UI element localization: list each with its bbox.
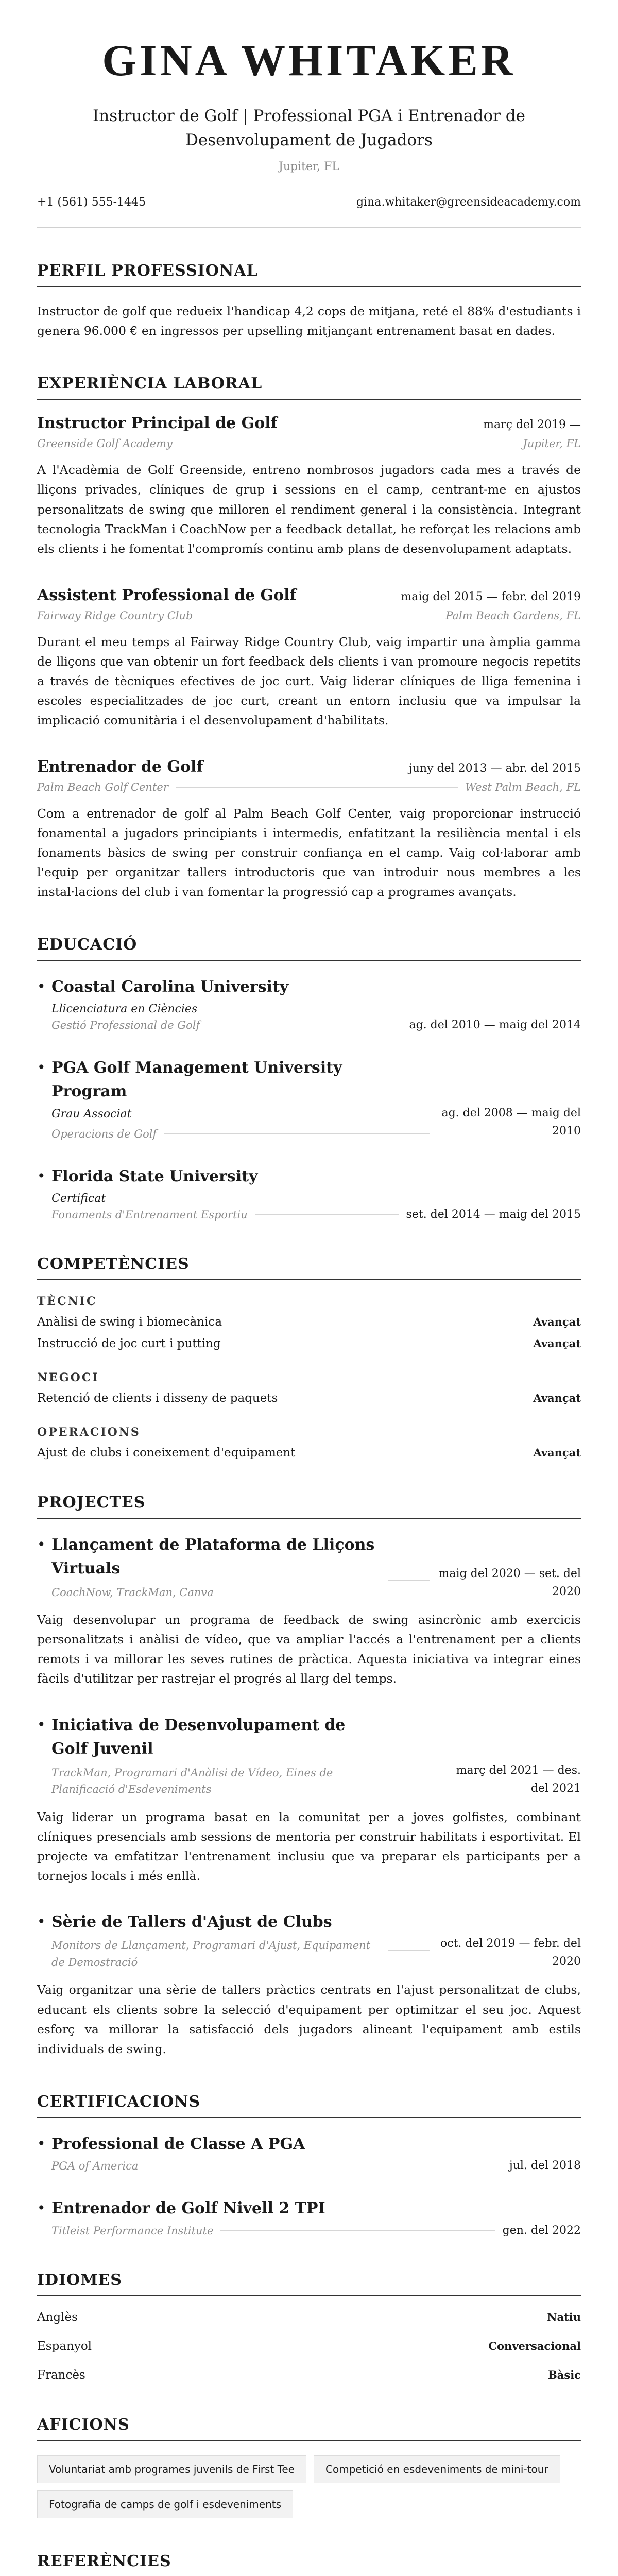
skill-category: OPERACIONS: [37, 1425, 141, 1439]
field-of-study: Gestió Professional de Golf: [52, 1019, 200, 1031]
hobby-chip: Fotografia de camps de golf i esdeveniments: [37, 2490, 293, 2518]
project-description: Vaig organitzar una sèrie de tallers pràctics centrats en l'ajust personalitzat de clubs, educant els clients sobre la selecció d'equipament per optimitzar el seu joc. Aquest esforç va millorar la satisfacció dels jugadors alineant l'equipament amb estils individuals de swing.: [37, 1982, 581, 2056]
skill-row: [37, 1315, 581, 1329]
section-title-education: EDUCACIÓ: [37, 936, 581, 961]
job-description: Durant el meu temps al Fairway Ridge Country Club, vaig impartir una àmplia gamma de lliçons que van obtenir un fort feedback dels clients i van promoure negocis repetits a través de tècniques efectives de joc curt. Vaig liderar clíniques de lliga femenina i escoles especialitzades de joc curt, creant un entorn inclusiu que va impulsar la implicació comunitària i el desenvolupament d'habilitats.: [37, 634, 581, 727]
education-entry: [37, 1165, 581, 1221]
language-level: Natiu: [547, 2310, 581, 2324]
skill-name: Ajust de clubs i coneixement d'equipament: [37, 1446, 296, 1460]
skill-group: [37, 1426, 581, 1460]
skill-group: [37, 1371, 581, 1405]
skills-section: [37, 1255, 581, 1460]
job-location: West Palm Beach, FL: [465, 781, 581, 794]
language-row: [37, 2311, 581, 2324]
project-tech: Monitors de Llançament, Programari d'Ajust, Equipament de Demostració: [52, 1939, 371, 1969]
job-description: A l'Acadèmia de Golf Greenside, entreno nombrosos jugadors cada mes a través de lliçons privades, clíniques de grup i sessions en el camp, centrant-me en ajustos personalitzats de swing que milloren el rendiment general i la consistència. Integrant tecnologia TrackMan i CoachNow per a feedback detallat, he reforçat les relacions amb els clients i he fomentat l'compromís continu amb plans de desenvolupament adaptats.: [37, 463, 581, 556]
section-title-profile: PERFIL PROFESSIONAL: [37, 262, 581, 287]
language-name: Francès: [37, 2368, 85, 2382]
project-description: Vaig desenvolupar un programa de feedback de swing asincrònic amb exercicis personalitzats i anàlisi de vídeo, que va ampliar l'accés a l'entrenament per a clients remots i va millorar les seves rutines de pràctica. Aquesta iniciativa va integrar eines fàcils d'utilitzar per rastrejar el progrés al llarg del temps.: [37, 1613, 581, 1686]
dotted-leader: [164, 1133, 430, 1134]
project-tech: TrackMan, Programari d'Anàlisi de Vídeo, Eines de Planificació d'Esdeveniments: [52, 1766, 333, 1796]
degree-name: Certificat: [52, 1192, 106, 1205]
school-name: • Florida State University: [52, 1167, 258, 1186]
project-name: • Llançament de Plataforma de Lliçons Virtuals: [52, 1535, 375, 1578]
projects-section: [37, 1494, 581, 2059]
resume-header: [37, 37, 581, 228]
experience-section: [37, 375, 581, 902]
project-description: Vaig liderar un programa basat en la comunitat per a joves golfistes, combinant clíniques presencials amb sessions de mentoria per construir habilitats i esportivitat. El projecte va emfatitzar l'entrenament inclusiu que va preparar els participants per a tornejos locals i més enllà.: [37, 1809, 581, 1883]
job-description: Com a entrenador de golf al Palm Beach Golf Center, vaig proporcionar instrucció fonamental a jugadors principiants i intermedis, enfatitzant la resiliència mental i els fonaments bàsics de swing per construir confiança en el camp. Vaig col·laborar amb l'equip per organitzar tallers introductoris que van introduir nous membres a les instal·lacions del club i van fomentar la progressió cap a programes avançats.: [37, 806, 581, 900]
degree-name: Llicenciatura en Ciències: [52, 1002, 198, 1015]
project-name: • Iniciativa de Desenvolupament de Golf Juvenil: [52, 1716, 346, 1758]
education-dates: set. del 2014 — maig del 2015: [406, 1208, 581, 1221]
certification-name: • Entrenador de Golf Nivell 2 TPI: [52, 2199, 325, 2218]
certification-date: gen. del 2022: [502, 2224, 581, 2237]
certification-name: • Professional de Classe A PGA: [52, 2134, 305, 2153]
job-dates: maig del 2015 — febr. del 2019: [401, 590, 581, 603]
certification-issuer: PGA of America: [52, 2160, 139, 2173]
phone-number: +1 (561) 555-1445: [37, 196, 146, 209]
profile-section: [37, 262, 581, 341]
education-dates: ag. del 2008 — maig del 2010: [441, 1106, 581, 1138]
candidate-name: GINA WHITAKER: [102, 36, 516, 85]
email-address: gina.whitaker@greensideacademy.com: [356, 196, 581, 209]
project-tech: CoachNow, TrackMan, Canva: [52, 1586, 214, 1599]
field-of-study: Fonaments d'Entrenament Esportiu: [52, 1208, 248, 1221]
degree-name: Grau Associat: [52, 1108, 132, 1121]
field-of-study: Operacions de Golf: [52, 1128, 157, 1141]
education-entry: [37, 1056, 581, 1140]
job-entry: [37, 414, 581, 558]
job-title: Assistent Professional de Golf: [37, 586, 297, 604]
certification-entry: [37, 2132, 581, 2173]
job-title: Instructor Principal de Golf: [37, 414, 278, 433]
dotted-leader: [255, 1214, 399, 1215]
project-entry: [37, 1714, 581, 1886]
certification-issuer: Titleist Performance Institute: [52, 2224, 214, 2237]
dotted-leader: [220, 2230, 495, 2231]
job-company: Palm Beach Golf Center: [37, 781, 168, 794]
references-section: [37, 2552, 581, 2576]
dotted-leader: [200, 615, 439, 616]
job-location: Palm Beach Gardens, FL: [445, 609, 581, 622]
job-title: Entrenador de Golf: [37, 758, 203, 776]
section-title-languages: IDIOMES: [37, 2271, 581, 2296]
dotted-leader: [180, 443, 516, 444]
profile-summary: Instructor de golf que redueix l'handicap 4,2 cops de mitjana, reté el 88% d'estudiants i genera 96.000 € en ingressos per upselling mitjançant entrenament basat en dades.: [37, 304, 581, 338]
certifications-section: [37, 2093, 581, 2237]
skill-category: TÈCNIC: [37, 1294, 97, 1308]
project-dates: maig del 2020 — set. del 2020: [438, 1567, 581, 1599]
language-level: Conversacional: [488, 2339, 581, 2352]
school-name: • PGA Golf Management University Program: [52, 1058, 342, 1101]
language-name: Anglès: [37, 2310, 78, 2324]
skill-name: Instrucció de joc curt i putting: [37, 1336, 221, 1350]
hobby-chip: Competició en esdeveniments de mini-tour: [314, 2455, 560, 2483]
candidate-headline: Instructor de Golf | Professional PGA i Entrenador de Desenvolupament de Jugadors: [93, 107, 525, 149]
dotted-leader: [145, 2165, 502, 2166]
dotted-leader: [388, 1580, 430, 1581]
language-row: [37, 2340, 581, 2353]
skill-level: Avançat: [533, 1315, 581, 1328]
skill-category: NEGOCI: [37, 1370, 99, 1384]
skill-row: [37, 1446, 581, 1460]
certification-date: jul. del 2018: [509, 2159, 581, 2173]
project-name: • Sèrie de Tallers d'Ajust de Clubs: [52, 1912, 332, 1931]
language-level: Bàsic: [548, 2368, 581, 2381]
skill-row: [37, 1337, 581, 1350]
project-entry: [37, 1533, 581, 1689]
dotted-leader: [388, 1776, 435, 1777]
skill-name: Anàlisi de swing i biomecànica: [37, 1315, 222, 1329]
section-title-certifications: CERTIFICACIONS: [37, 2093, 581, 2118]
skill-row: [37, 1392, 581, 1405]
job-dates: juny del 2013 — abr. del 2015: [408, 762, 581, 775]
job-location: Jupiter, FL: [523, 437, 581, 450]
job-company: Greenside Golf Academy: [37, 437, 173, 450]
school-name: • Coastal Carolina University: [52, 978, 289, 996]
section-title-experience: EXPERIÈNCIA LABORAL: [37, 375, 581, 400]
education-section: [37, 936, 581, 1221]
section-title-skills: COMPETÈNCIES: [37, 1255, 581, 1280]
dotted-leader: [388, 1950, 430, 1951]
section-title-hobbies: AFICIONS: [37, 2416, 581, 2441]
skill-name: Retenció de clients i disseny de paquets: [37, 1391, 278, 1405]
hobby-chip: Voluntariat amb programes juvenils de First Tee: [37, 2455, 306, 2483]
skill-level: Avançat: [533, 1391, 581, 1404]
job-dates: març del 2019 —: [483, 418, 581, 432]
contact-row: [37, 196, 581, 228]
section-title-references: REFERÈNCIES: [37, 2552, 581, 2576]
language-name: Espanyol: [37, 2339, 92, 2353]
languages-section: [37, 2271, 581, 2382]
skill-group: [37, 1295, 581, 1350]
dotted-leader: [207, 1024, 402, 1025]
hobby-chips: [37, 2455, 581, 2518]
job-entry: [37, 586, 581, 730]
skill-level: Avançat: [533, 1446, 581, 1459]
certification-entry: [37, 2197, 581, 2237]
language-row: [37, 2368, 581, 2382]
hobbies-section: [37, 2416, 581, 2518]
job-company: Fairway Ridge Country Club: [37, 609, 193, 622]
candidate-location: Jupiter, FL: [279, 160, 339, 174]
skill-level: Avançat: [533, 1336, 581, 1350]
project-entry: [37, 1910, 581, 2059]
education-dates: ag. del 2010 — maig del 2014: [409, 1018, 581, 1031]
job-entry: [37, 758, 581, 902]
education-entry: [37, 975, 581, 1031]
section-title-projects: PROJECTES: [37, 1494, 581, 1519]
dotted-leader: [176, 787, 458, 788]
project-dates: març del 2021 — des. del 2021: [456, 1764, 581, 1795]
project-dates: oct. del 2019 — febr. del 2020: [440, 1937, 581, 1969]
